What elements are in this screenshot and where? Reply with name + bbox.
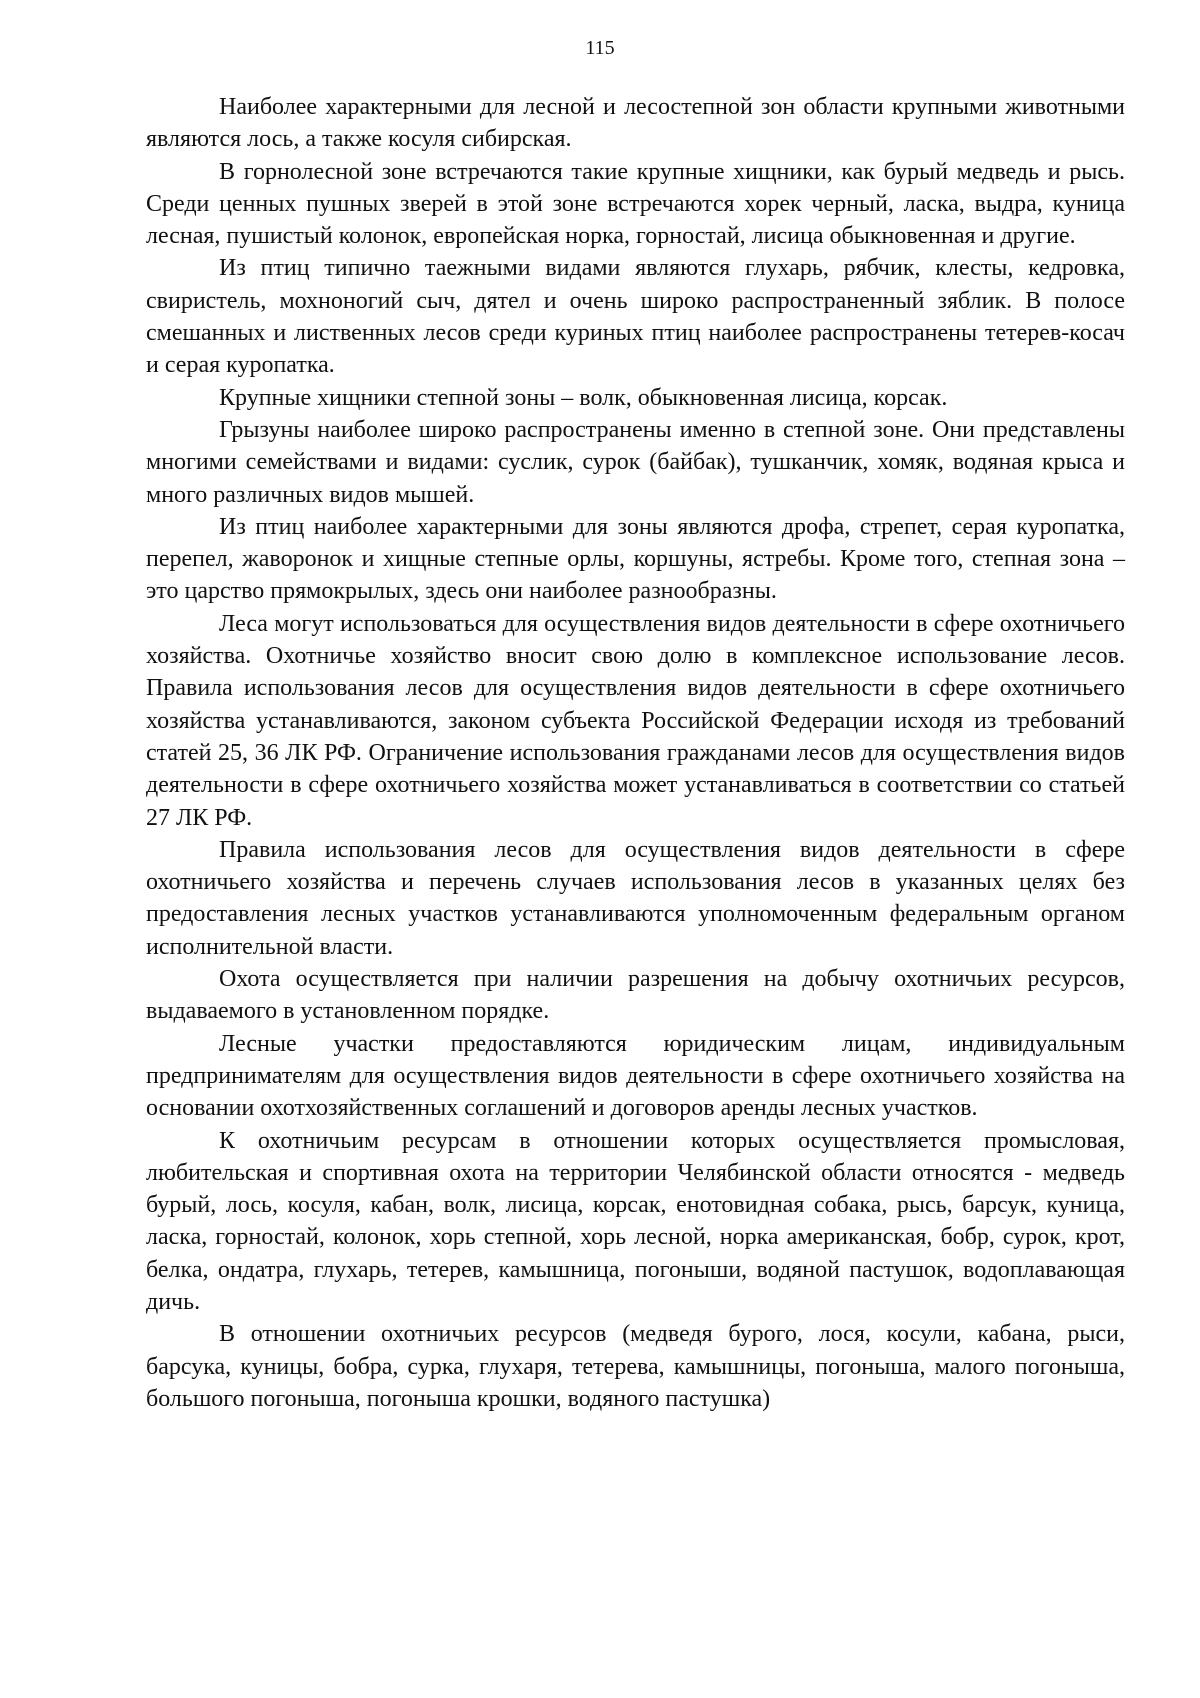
paragraph: Лесные участки предоставляются юридическим лицам, индивидуальным предпринимателям для осуществления видов деятельности в сфере охотничьего хозяйства на основании охотхозяйственных соглашений и договоров аренды лесных участков. <box>146 1030 1125 1122</box>
paragraph: Грызуны наиболее широко распространены именно в степной зоне. Они представлены многими семействами и видами: суслик, сурок (байбак), тушканчик, хомяк, водяная крыса и много различных видов мышей. <box>146 416 1125 508</box>
paragraph: Крупные хищники степной зоны – волк, обыкновенная лисица, корсак. <box>219 384 948 411</box>
paragraph: Из птиц наиболее характерными для зоны являются дрофа, стрепет, серая куропатка, перепел, жаворонок и хищные степные орлы, коршуны, ястребы. Кроме того, степная зона – это царство прямокрылых, здесь они наиболее разнообразны. <box>146 513 1125 605</box>
paragraph: В отношении охотничьих ресурсов (медведя бурого, лося, косули, кабана, рыси, барсука, куницы, бобра, сурка, глухаря, тетерева, камышницы, погоныша, малого погоныша, большого погоныша, погоныша крошки, водяного пастушка) <box>146 1321 1125 1412</box>
paragraph: В горнолесной зоне встречаются такие крупные хищники, как бурый медведь и рысь. Среди ценных пушных зверей в этой зоне встречаются хорек черный, ласка, выдра, куница лесная, пушистый колонок, европейская норка, горностай, лисица обыкновенная и другие. <box>146 158 1125 250</box>
paragraph: Наиболее характерными для лесной и лесостепной зон области крупными животными являются лось, а также косуля сибирская. <box>146 94 1125 153</box>
document-body <box>146 91 1125 1415</box>
paragraph: К охотничьим ресурсам в отношении которых осуществляется промысловая, любительская и спортивная охота на территории Челябинской области относятся - медведь бурый, лось, косуля, кабан, волк, лисица, корсак, енотовидная собака, рысь, барсук, куница, ласка, горностай, колонок, хорь степной, хорь лесной, норка американская, бобр, сурок, крот, белка, ондатра, глухарь, тетерев, камышница, погоныши, водяной пастушок, водоплавающая дичь. <box>146 1127 1125 1315</box>
page-number: 115 <box>585 37 615 59</box>
paragraph: Правила использования лесов для осуществления видов деятельности в сфере охотничьего хозяйства и перечень случаев использования лесов в указанных целях без предоставления лесных участков устанавливаются уполномоченным федеральным органом исполнительной власти. <box>146 836 1125 960</box>
paragraph: Из птиц типично таежными видами являются глухарь, рябчик, клесты, кедровка, свиристель, мохноногий сыч, дятел и очень широко распространенный зяблик. В полосе смешанных и лиственных лесов среди куриных птиц наиболее распространены тетерев-косач и серая куропатка. <box>146 255 1125 379</box>
paragraph: Охота осуществляется при наличии разрешения на добычу охотничьих ресурсов, выдаваемого в установленном порядке. <box>146 966 1125 1025</box>
paragraph: Леса могут использоваться для осуществления видов деятельности в сфере охотничьего хозяйства. Охотничье хозяйство вносит свою долю в комплексное использование лесов. Правила использования лесов для осуществления видов деятельности в сфере охотничьего хозяйства устанавливаются, законом субъекта Российской Федерации исходя из требований статей 25, 36 ЛК РФ. Ограничение использования гражданами лесов для осуществления видов деятельности в сфере охотничьего хозяйства может устанавливаться в соответствии со статьей 27 ЛК РФ. <box>146 610 1125 831</box>
